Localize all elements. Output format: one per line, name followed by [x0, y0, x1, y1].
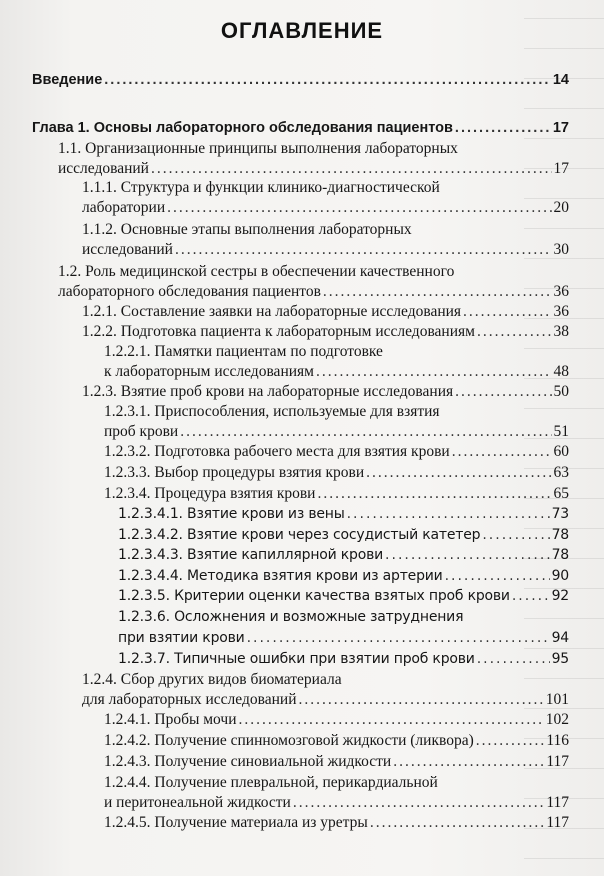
page-number: 78 [551, 527, 569, 543]
toc-entry-1-2-3-5: 1.2.3.5. Критерии оценки качества взятых проб крови ..... 92 [118, 586, 569, 608]
toc-entry-1-2-3-4-2: 1.2.3.4.2. Взятие крови через сосудистый катетер ..... 78 [118, 525, 569, 547]
toc-entry-chapter-1: Глава 1. Основы лабораторного обследования пациентов ..... 17 [32, 118, 569, 140]
page-number: 117 [546, 794, 569, 811]
page-number: 14 [552, 72, 569, 88]
page-number: 117 [546, 753, 569, 770]
toc-entry-1-2-3-4-4: 1.2.3.4.4. Методика взятия крови из артерии ..... 90 [118, 566, 569, 588]
toc-entry-1-2-1: 1.2.1. Составление заявки на лабораторные исследования ..... 36 [82, 302, 569, 324]
toc-entry-1-2-3: 1.2.3. Взятие проб крови на лабораторные исследования ..... 50 [82, 382, 569, 404]
toc-entry-1-1: 1.1. Организационные принципы выполнения лабораторных исследований ..... 17 [58, 139, 569, 181]
page-number: 95 [551, 651, 569, 667]
page-number: 51 [553, 423, 569, 440]
page-number: 50 [553, 383, 569, 400]
page-number: 65 [553, 485, 569, 502]
toc-entry-1-2-3-7: 1.2.3.7. Типичные ошибки при взятии проб крови ..... 95 [118, 649, 569, 671]
page-number: 90 [551, 568, 569, 584]
page-number: 20 [553, 199, 569, 216]
toc-entry-1-2-4-5: 1.2.4.5. Получение материала из уретры ..... 117 [104, 813, 569, 835]
page-number: 117 [546, 814, 569, 831]
toc-entry-1-2-3-6: 1.2.3.6. Осложнения и возможные затруднения при взятии крови ..... 94 [118, 607, 569, 649]
toc-entry-introduction: Введение ..... 14 [32, 70, 569, 92]
toc-entry-1-2-3-4-1: 1.2.3.4.1. Взятие крови из вены ..... 73 [118, 504, 569, 526]
toc-entry-1-2-4-2: 1.2.4.2. Получение спинномозговой жидкости (ликвора) ..... 116 [104, 731, 569, 753]
toc-entry-1-2-2-1: 1.2.2.1. Памятки пациентам по подготовке к лабораторным исследованиям ..... 48 [104, 342, 569, 384]
toc-entry-1-2-3-2: 1.2.3.2. Подготовка рабочего места для взятия крови ..... 60 [104, 442, 569, 464]
page-number: 36 [553, 283, 569, 300]
page-number: 73 [551, 506, 569, 522]
toc-entry-1-2: 1.2. Роль медицинской сестры в обеспечении качественного лабораторного обследования пациентов ..... 36 [58, 262, 569, 304]
page-title: ОГЛАВЛЕНИЕ [220, 18, 384, 43]
page-number: 48 [553, 363, 569, 380]
toc-entry-1-2-3-1: 1.2.3.1. Приспособления, используемые для взятия проб крови ..... 51 [104, 402, 569, 444]
toc-entry-1-1-2: 1.1.2. Основные этапы выполнения лабораторных исследований ..... 30 [82, 220, 569, 262]
page-number: 94 [551, 630, 569, 646]
page-number: 102 [545, 711, 569, 728]
page-number: 17 [553, 160, 569, 177]
page-number: 38 [553, 323, 569, 340]
page-number: 60 [553, 443, 569, 460]
page-number: 63 [553, 464, 569, 481]
page-number: 116 [546, 732, 569, 749]
toc-entry-1-2-4-4: 1.2.4.4. Получение плевральной, перикардиальной и перитонеальной жидкости ..... 117 [104, 773, 569, 815]
toc-entry-1-2-4-3: 1.2.4.3. Получение синовиальной жидкости ..... 117 [104, 752, 569, 774]
toc-entry-1-2-3-4: 1.2.3.4. Процедура взятия крови ..... 65 [104, 484, 569, 506]
page-number: 92 [551, 588, 569, 604]
toc-entry-1-2-3-3: 1.2.3.3. Выбор процедуры взятия крови ..... 63 [104, 463, 569, 485]
toc-entry-1-2-3-4-3: 1.2.3.4.3. Взятие капиллярной крови ..... 78 [118, 545, 569, 567]
toc-entry-1-2-4: 1.2.4. Сбор других видов биоматериала для лабораторных исследований ..... 101 [82, 670, 569, 712]
page-number: 17 [552, 120, 569, 136]
toc-entry-1-2-4-1: 1.2.4.1. Пробы мочи ..... 102 [104, 710, 569, 732]
page-number: 78 [551, 547, 569, 563]
toc-entry-1-2-2: 1.2.2. Подготовка пациента к лабораторным исследованиям ..... 38 [82, 322, 569, 344]
page-number: 101 [545, 691, 569, 708]
page-number: 36 [553, 303, 569, 320]
toc-entry-1-1-1: 1.1.1. Структура и функции клинико-диагностической лаборатории ..... 20 [82, 178, 569, 220]
page-number: 30 [553, 241, 569, 258]
